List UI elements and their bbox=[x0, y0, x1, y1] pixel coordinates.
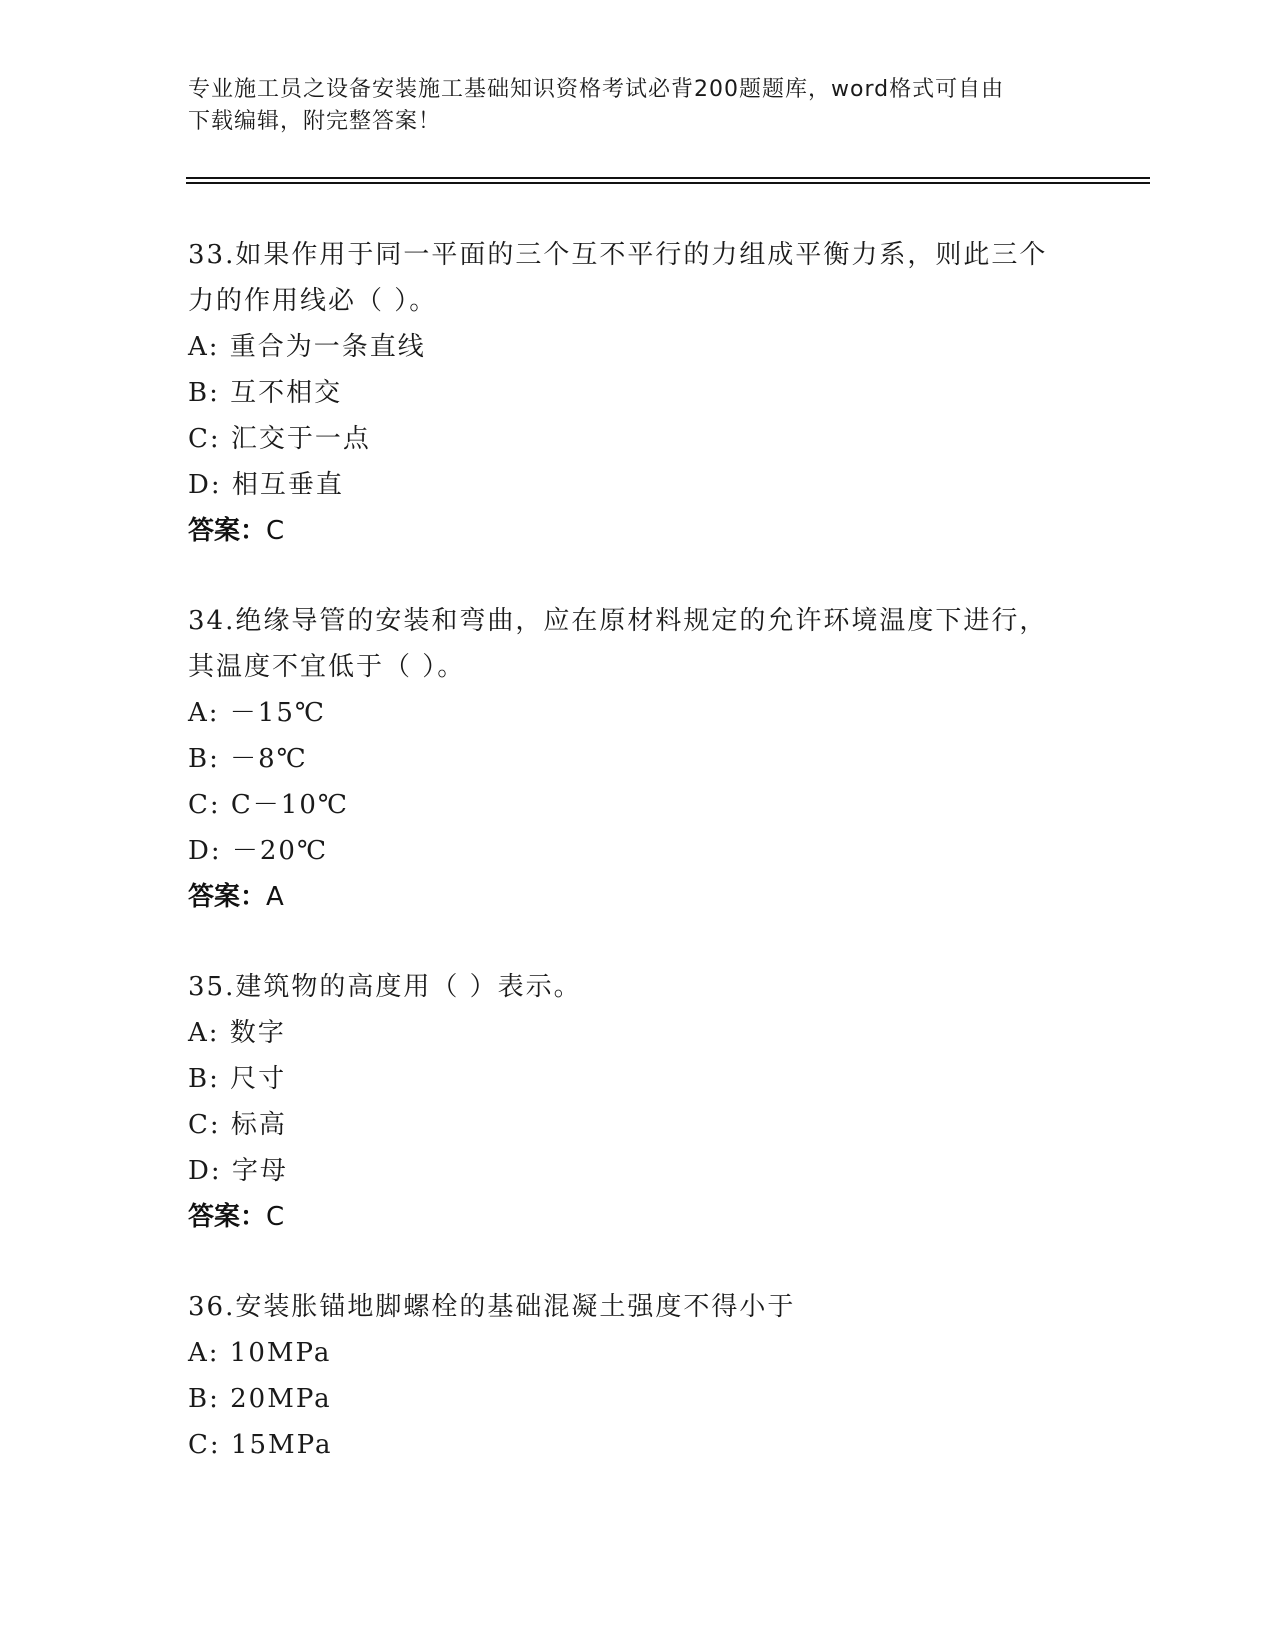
header-divider-bottom bbox=[186, 182, 1150, 184]
option-b: B: －8℃ bbox=[188, 744, 308, 774]
answer-value: C bbox=[266, 1202, 285, 1232]
option-b: B: 尺寸 bbox=[188, 1064, 287, 1094]
header-line-2: 下载编辑，附完整答案！ bbox=[188, 109, 442, 134]
question-text-line: 35.建筑物的高度用（ ）表示。 bbox=[188, 972, 582, 1002]
answer-label: 答案： bbox=[188, 882, 267, 912]
option-d: D: －20℃ bbox=[188, 836, 329, 866]
question-34 bbox=[188, 598, 1108, 920]
answer bbox=[188, 508, 1108, 554]
answer bbox=[188, 1194, 1108, 1240]
option-d: D: 字母 bbox=[188, 1156, 288, 1186]
question-text-line: 33.如果作用于同一平面的三个互不平行的力组成平衡力系，则此三个 bbox=[188, 240, 1048, 270]
question-text-line: 其温度不宜低于（ ）。 bbox=[188, 652, 466, 682]
option-c: C: C－10℃ bbox=[188, 790, 349, 820]
option-c: C: 15MPa bbox=[188, 1430, 333, 1460]
header-divider-top bbox=[186, 177, 1150, 179]
option-a: A: －15℃ bbox=[188, 698, 326, 728]
question-33 bbox=[188, 232, 1108, 554]
answer-label: 答案： bbox=[188, 516, 267, 546]
question-text-line: 力的作用线必（ ）。 bbox=[188, 286, 438, 316]
question-35 bbox=[188, 964, 1108, 1240]
option-c: C: 汇交于一点 bbox=[188, 424, 371, 454]
option-b: B: 互不相交 bbox=[188, 378, 343, 408]
option-a: A: 数字 bbox=[188, 1018, 286, 1048]
option-b: B: 20MPa bbox=[188, 1384, 332, 1414]
option-c: C: 标高 bbox=[188, 1110, 287, 1140]
answer-label: 答案： bbox=[188, 1202, 267, 1232]
option-a: A: 重合为一条直线 bbox=[188, 332, 426, 362]
option-d: D: 相互垂直 bbox=[188, 470, 344, 500]
question-list bbox=[188, 232, 1108, 1512]
answer-value: A bbox=[266, 882, 284, 912]
answer-value: C bbox=[266, 516, 285, 546]
header-line-1: 专业施工员之设备安装施工基础知识资格考试必背200题题库，word格式可自由 bbox=[188, 77, 1005, 102]
option-a: A: 10MPa bbox=[188, 1338, 332, 1368]
question-36 bbox=[188, 1284, 1108, 1468]
question-text-line: 34.绝缘导管的安装和弯曲，应在原材料规定的允许环境温度下进行， bbox=[188, 606, 1048, 636]
answer bbox=[188, 874, 1108, 920]
question-text-line: 36.安装胀锚地脚螺栓的基础混凝土强度不得小于 bbox=[188, 1292, 796, 1322]
document-header bbox=[188, 74, 1088, 138]
